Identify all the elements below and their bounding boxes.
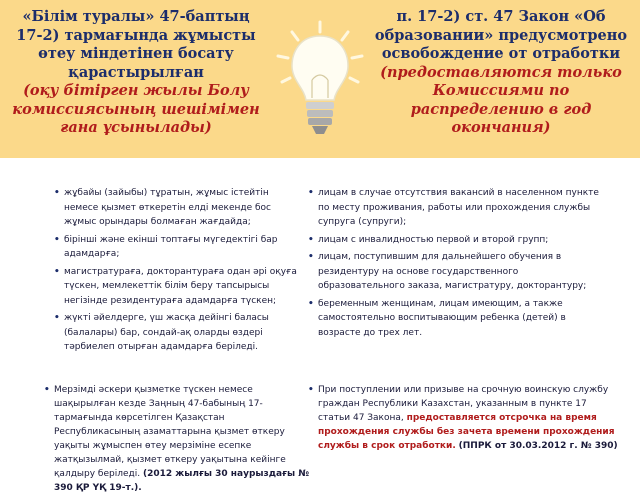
left-subtitle: (оқу бітірген жылы Болу комиссиясының шешімімен ғана ұсынылады) bbox=[12, 82, 260, 136]
left-list bbox=[54, 186, 304, 358]
left-item-3: • магистратураға, докторантураға одан әрі оқуға түскен, мемлекеттік білім беру тапсырысы негізінде резидентураға адамдарға түскен; bbox=[64, 265, 304, 309]
left-note-ref: (2012 жылғы 30 наурыздағы № 390 ҚР ҮҚ 19-т.). bbox=[54, 469, 310, 493]
left-title: «Білім туралы» 47-баптың 17-2) тармағында жұмысты өтеу міндетінен босату қарастырылған bbox=[16, 8, 256, 81]
left-item-1: • жұбайы (зайыбы) тұратын, жұмыс істейтін немесе қызмет өткеретін елді мекенде бос жұмыс орындары болмаған жағдайда; bbox=[64, 186, 304, 230]
right-item-4: • беременным женщинам, лицам имеющим, а также самостоятельно воспитывающим ребенка (детей) в возрасте до трех лет. bbox=[318, 297, 608, 341]
right-note-main: При поступлении или призыве на срочную воинскую службу граждан Республики Казахстан, указанным в пункте 17 статьи 47 Закона, bbox=[318, 385, 609, 423]
right-note bbox=[308, 383, 618, 453]
left-note bbox=[44, 383, 312, 495]
right-subtitle: (предоставляются только Комиссиями по распределению в год окончания) bbox=[380, 63, 622, 136]
right-list bbox=[308, 186, 608, 343]
right-item-3: • лицам, поступившим для дальнейшего обучения в резидентуру на основе государственного образовательного заказа, магистратуру, докторантуру; bbox=[318, 250, 608, 294]
lightbulb-icon bbox=[272, 18, 368, 150]
right-item-2: • лицам с инвалидностью первой и второй групп; bbox=[318, 233, 608, 248]
left-note-main: Мерзімді әскери қызметке түскен немесе шақырылған кезде Заңның 47-бабының 17-тармағында көрсетілген Қазақстан Республикасының азаматтарына қызмет өткеру уақыты жұмыспен өтеу мерзіміне есепке жатқызылмай, қызмет өткеру уақытына кейінге қалдыру беріледі. bbox=[54, 385, 286, 479]
right-item-1: • лицам в случае отсутствия вакансий в населенном пункте по месту проживания, работы или прохождения службы супруга (супруги); bbox=[318, 186, 608, 230]
right-note-ref: (ППРК от 30.03.2012 г. № 390) bbox=[458, 441, 618, 451]
header-left bbox=[12, 8, 260, 138]
right-note-highlight: предоставляется отсрочка на время прохождения службы без зачета времени прохождения службы в срок отработки. bbox=[318, 413, 615, 451]
left-item-2: • бірінші және екінші топтағы мүгедектігі бар адамдарға; bbox=[64, 233, 304, 262]
right-title: п. 17-2) ст. 47 Закон «Об образовании» предусмотрено освобождение от отработки bbox=[374, 8, 628, 62]
left-item-4: • жүкті әйелдерге, үш жасқа дейінгі баласы (балалары) бар, сондай-ақ оларды өздері тәрбиелеп отырған адамдарға беріледі. bbox=[64, 311, 304, 355]
header-right bbox=[370, 8, 632, 138]
